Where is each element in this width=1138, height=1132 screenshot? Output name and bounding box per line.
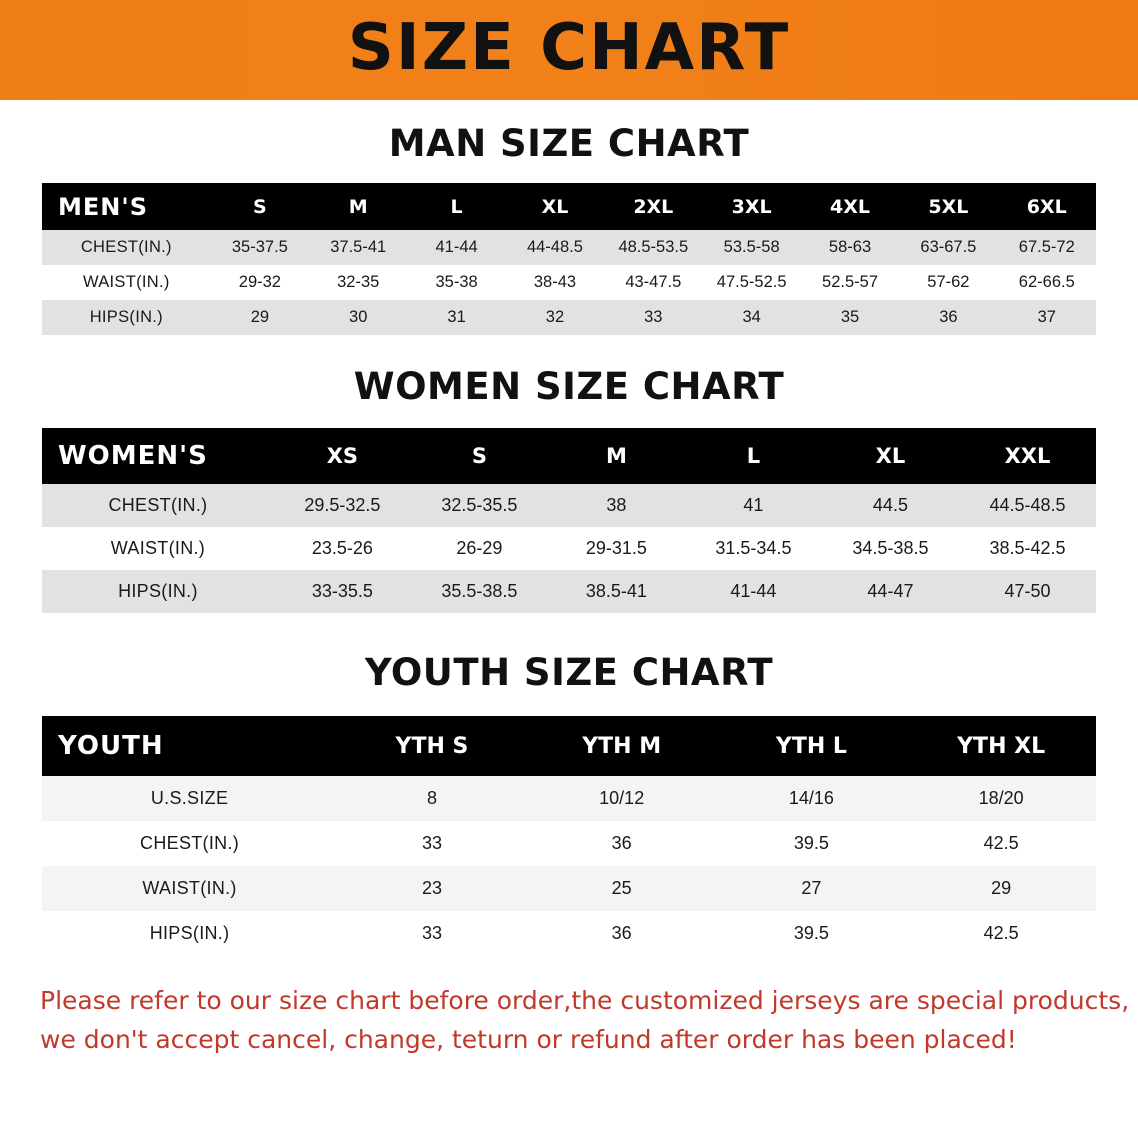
man-cell: 29-32: [238, 273, 281, 291]
man-col-7: 4XL: [830, 195, 871, 218]
women-section-title: WOMEN SIZE CHART: [353, 365, 785, 408]
youth-table-header: [42, 716, 1096, 776]
women-col-2: S: [471, 444, 487, 468]
man-table-wrapper: [0, 183, 1138, 335]
women-row-label-waist: WAIST(IN.): [110, 538, 206, 558]
man-cell: 35-38: [435, 273, 478, 291]
man-cell: 63-67.5: [920, 238, 977, 256]
women-cell: 41: [743, 495, 764, 515]
man-table-header: [42, 183, 1096, 230]
man-col-9: 6XL: [1026, 195, 1067, 218]
youth-row-label-ussize: U.S.SIZE: [150, 788, 229, 808]
youth-cell: 29: [991, 878, 1012, 898]
table-row: [42, 527, 1096, 570]
youth-col-3: YTH L: [775, 733, 847, 759]
youth-header-label: YOUTH: [58, 731, 164, 761]
man-cell: 43-47.5: [625, 273, 682, 291]
man-cell: 33: [644, 308, 663, 326]
women-cell: 44-47: [867, 581, 914, 601]
man-cell: 36: [939, 308, 958, 326]
women-cell: 35.5-38.5: [441, 581, 518, 601]
man-col-5: 2XL: [633, 195, 674, 218]
women-cell: 29-31.5: [585, 538, 647, 558]
table-row: [42, 821, 1096, 866]
youth-cell: 25: [611, 878, 632, 898]
table-header-row: [42, 716, 1096, 776]
women-col-1: XS: [326, 444, 359, 468]
youth-cell: 36: [611, 923, 632, 943]
women-cell: 23.5-26: [311, 538, 373, 558]
table-row: [42, 776, 1096, 821]
man-cell: 35-37.5: [231, 238, 288, 256]
youth-table-wrapper: [0, 716, 1138, 956]
youth-row-label-waist: WAIST(IN.): [142, 878, 237, 898]
youth-cell: 14/16: [788, 788, 834, 808]
youth-cell: 42.5: [983, 833, 1019, 853]
women-cell: 38: [606, 495, 627, 515]
table-row: [42, 570, 1096, 613]
women-cell: 26-29: [456, 538, 503, 558]
women-table-wrapper: [0, 428, 1138, 613]
youth-cell: 8: [426, 788, 437, 808]
man-cell: 52.5-57: [822, 273, 878, 291]
man-row-label-chest: CHEST(IN.): [80, 238, 172, 256]
youth-section-title: YOUTH SIZE CHART: [364, 651, 774, 694]
women-col-5: XL: [875, 444, 906, 468]
women-row-label-chest: CHEST(IN.): [108, 495, 208, 515]
women-cell: 47-50: [1004, 581, 1051, 601]
women-col-6: XXL: [1004, 444, 1051, 468]
youth-cell: 36: [611, 833, 632, 853]
table-header-row: [42, 183, 1096, 230]
man-col-4: XL: [541, 195, 569, 218]
man-cell: 44-48.5: [526, 238, 583, 256]
table-row: [42, 484, 1096, 527]
women-cell: 38.5-42.5: [989, 538, 1066, 558]
women-cell: 29.5-32.5: [304, 495, 381, 515]
man-cell: 34: [742, 308, 761, 326]
man-row-label-waist: WAIST(IN.): [82, 273, 170, 291]
youth-col-2: YTH M: [582, 733, 662, 759]
youth-cell: 18/20: [978, 788, 1024, 808]
youth-row-label-chest: CHEST(IN.): [140, 833, 240, 853]
table-row: [42, 300, 1096, 335]
man-cell: 38-43: [533, 273, 577, 291]
man-cell: 29: [250, 308, 270, 326]
table-row: [42, 866, 1096, 911]
man-cell: 67.5-72: [1018, 238, 1075, 256]
women-cell: 38.5-41: [585, 581, 647, 601]
table-row: [42, 265, 1096, 300]
youth-cell: 23: [421, 878, 442, 898]
man-cell: 57-62: [927, 273, 970, 291]
man-col-6: 3XL: [731, 195, 772, 218]
women-header-label: WOMEN'S: [58, 441, 208, 471]
youth-col-4: YTH XL: [957, 733, 1046, 759]
man-col-2: M: [348, 195, 368, 218]
table-row: [42, 230, 1096, 265]
policy-note: [0, 982, 1138, 1060]
page-title: SIZE CHART: [347, 11, 791, 85]
man-table-body: [42, 230, 1096, 335]
youth-size-table: [42, 716, 1096, 956]
man-cell: 37: [1037, 308, 1056, 326]
women-cell: 33-35.5: [311, 581, 373, 601]
policy-note-line-1: Please refer to our size chart before order,the customized jerseys are special products,: [40, 986, 1130, 1015]
man-cell: 35: [840, 308, 860, 326]
women-cell: 32.5-35.5: [441, 495, 518, 515]
youth-cell: 10/12: [599, 788, 645, 808]
table-header-row: [42, 428, 1096, 484]
youth-row-label-hips: HIPS(IN.): [149, 923, 230, 943]
women-cell: 41-44: [730, 581, 777, 601]
man-row-label-hips: HIPS(IN.): [89, 308, 163, 326]
man-cell: 32: [545, 308, 565, 326]
man-cell: 37.5-41: [330, 238, 387, 256]
youth-cell: 42.5: [983, 923, 1019, 943]
women-table-header: [42, 428, 1096, 484]
man-size-table: [42, 183, 1096, 335]
women-row-label-hips: HIPS(IN.): [118, 581, 198, 601]
man-cell: 62-66.5: [1018, 273, 1075, 291]
man-cell: 30: [349, 308, 368, 326]
man-section-title: MAN SIZE CHART: [388, 122, 750, 165]
women-cell: 31.5-34.5: [715, 538, 792, 558]
youth-cell: 39.5: [793, 923, 829, 943]
man-col-8: 5XL: [928, 195, 969, 218]
youth-col-1: YTH S: [395, 733, 469, 759]
man-col-1: S: [253, 195, 267, 218]
women-col-4: L: [746, 444, 761, 468]
youth-cell: 27: [801, 878, 822, 898]
youth-cell: 33: [421, 923, 442, 943]
man-cell: 53.5-58: [723, 238, 780, 256]
women-cell: 44.5: [872, 495, 908, 515]
man-cell: 48.5-53.5: [618, 238, 689, 256]
women-cell: 34.5-38.5: [852, 538, 929, 558]
man-cell: 31: [447, 308, 466, 326]
youth-cell: 39.5: [793, 833, 829, 853]
women-col-3: M: [605, 444, 627, 468]
man-cell: 58-63: [828, 238, 872, 256]
table-row: [42, 911, 1096, 956]
header-banner: [0, 0, 1138, 100]
policy-note-line-2: we don't accept cancel, change, teturn or refund after order has been placed!: [40, 1024, 1017, 1054]
man-col-3: L: [450, 195, 463, 218]
man-cell: 41-44: [435, 238, 478, 256]
women-cell: 44.5-48.5: [989, 495, 1066, 515]
women-size-table: [42, 428, 1096, 613]
man-cell: 47.5-52.5: [716, 273, 787, 291]
man-cell: 32-35: [337, 273, 380, 291]
youth-cell: 33: [421, 833, 442, 853]
man-header-label: MEN'S: [58, 192, 148, 221]
women-table-body: [42, 484, 1096, 613]
youth-table-body: [42, 776, 1096, 956]
